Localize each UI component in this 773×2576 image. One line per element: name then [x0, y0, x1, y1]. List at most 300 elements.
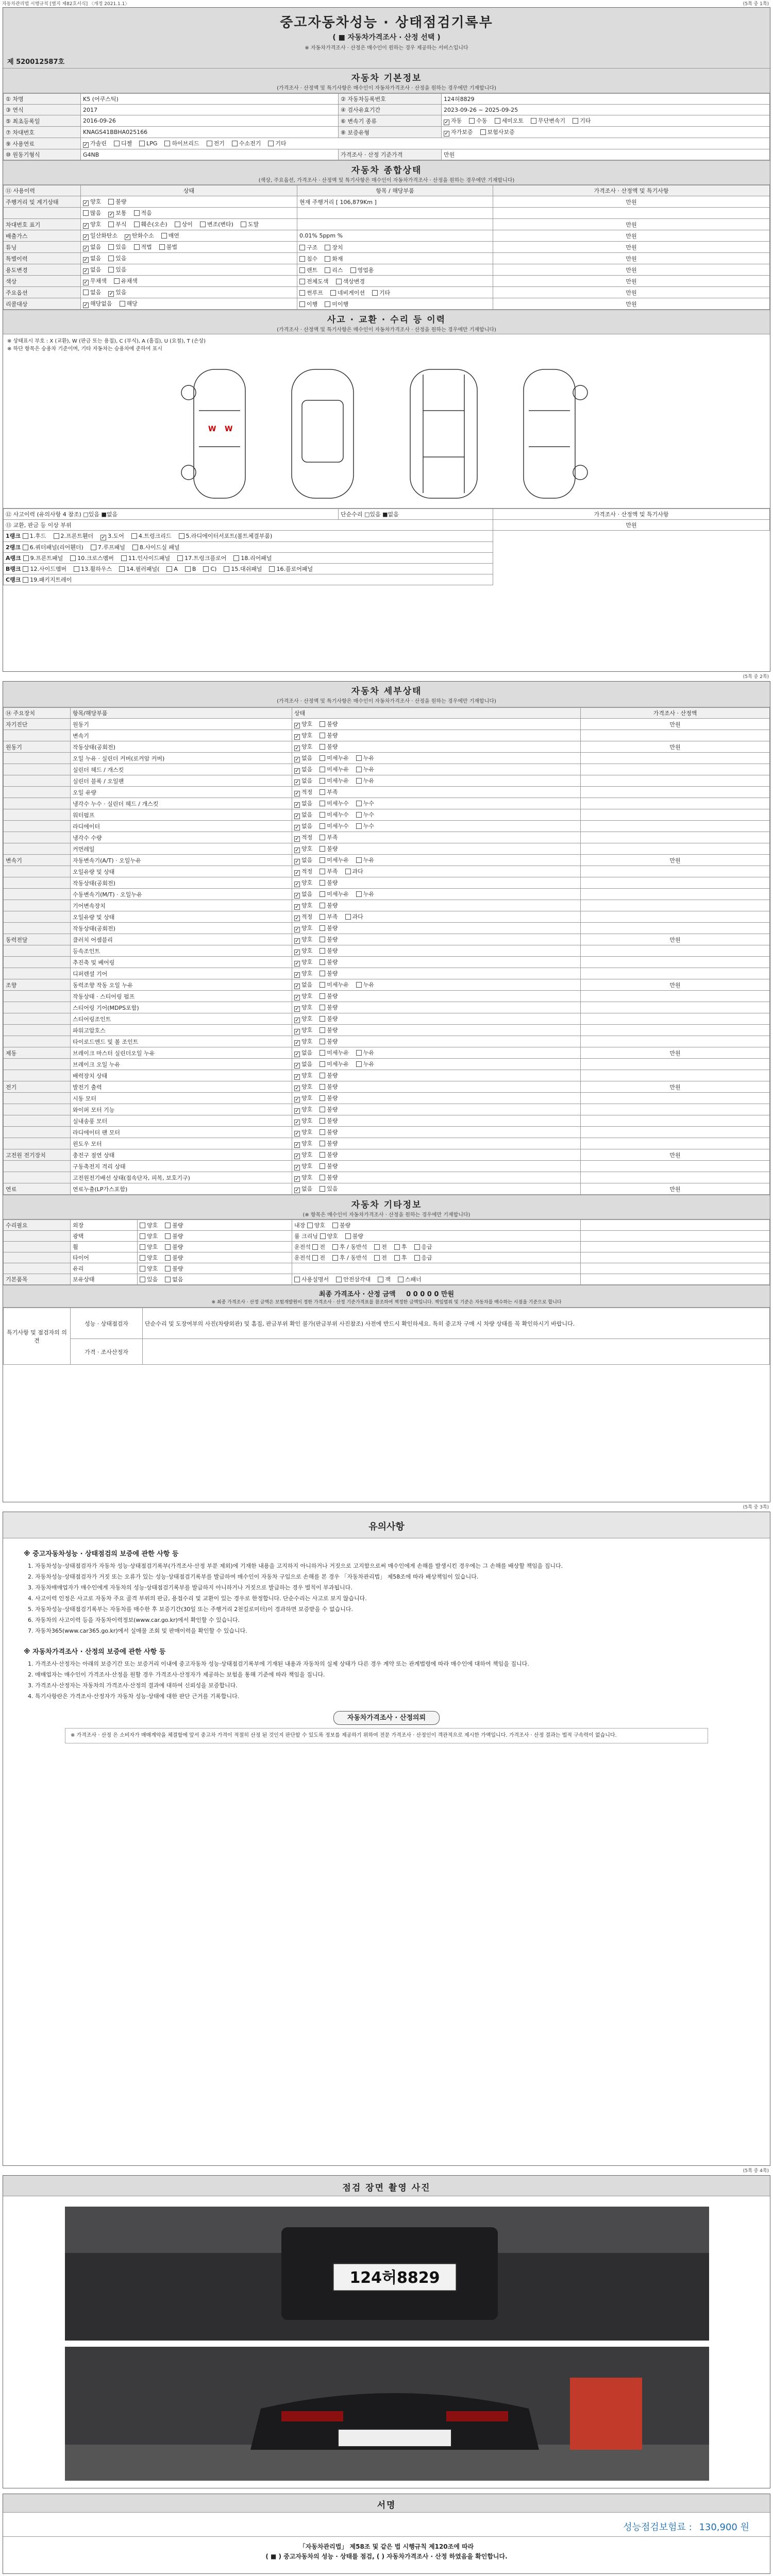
check-option[interactable]	[299, 244, 317, 251]
check-option[interactable]	[132, 544, 180, 551]
check-option[interactable]	[495, 117, 524, 124]
checkbox-icon	[336, 279, 342, 284]
check-option[interactable]	[294, 970, 312, 977]
check-option[interactable]	[320, 1061, 349, 1067]
detail-state	[292, 1149, 581, 1161]
document-title: 중고자동차성능 · 상태점검기록부	[280, 15, 493, 30]
check-option[interactable]	[320, 902, 338, 909]
check-option-label: 양호	[147, 1244, 158, 1250]
check-option[interactable]	[140, 1276, 158, 1283]
checkbox-icon	[294, 1040, 300, 1046]
check-option[interactable]	[414, 1244, 432, 1250]
summary-item: 주요옵션	[4, 287, 81, 298]
check-option[interactable]	[356, 777, 374, 784]
check-option[interactable]	[320, 936, 338, 943]
check-option[interactable]	[121, 555, 170, 562]
check-option[interactable]	[378, 1276, 391, 1283]
checkbox-icon	[224, 566, 229, 572]
check-option[interactable]	[294, 993, 312, 999]
check-option-label: 부식	[115, 221, 127, 228]
check-option[interactable]	[320, 913, 338, 920]
checkbox-icon	[320, 767, 325, 772]
car-diagram	[3, 354, 770, 509]
check-option[interactable]	[203, 566, 216, 572]
check-option-label: 과다	[352, 868, 363, 875]
check-option[interactable]	[414, 1255, 432, 1261]
check-option[interactable]	[356, 857, 374, 863]
check-option[interactable]	[164, 140, 199, 147]
check-option[interactable]	[83, 300, 112, 307]
check-option-label: 누수	[363, 823, 375, 829]
check-option-label: 양호	[301, 1151, 313, 1158]
check-option[interactable]	[294, 1027, 312, 1033]
check-option[interactable]	[294, 981, 312, 988]
check-option[interactable]	[325, 256, 343, 262]
check-option-label: 미세누수	[327, 811, 349, 818]
check-option[interactable]	[108, 255, 126, 262]
check-option[interactable]	[299, 267, 317, 274]
check-option[interactable]	[320, 1117, 338, 1124]
detail-system	[4, 945, 71, 957]
check-option-label: 불량	[352, 1233, 364, 1240]
check-option[interactable]	[320, 743, 338, 750]
check-option[interactable]	[394, 1244, 407, 1250]
summary-detail	[297, 219, 493, 230]
check-option[interactable]	[294, 1095, 312, 1101]
check-option[interactable]	[480, 129, 515, 135]
check-option[interactable]	[573, 117, 591, 124]
check-option-label: 미세누유	[327, 1049, 349, 1056]
check-option[interactable]	[294, 777, 312, 784]
check-option[interactable]	[336, 278, 365, 285]
check-option[interactable]	[140, 1265, 158, 1272]
checkbox-icon	[320, 982, 325, 988]
check-option[interactable]	[320, 1038, 338, 1045]
page-header-1	[0, 0, 773, 6]
accident-rank-cell	[4, 564, 493, 574]
check-option-label: 양호	[301, 993, 313, 999]
check-option[interactable]	[299, 290, 323, 296]
check-option[interactable]	[332, 1255, 367, 1261]
check-option[interactable]	[320, 1185, 338, 1192]
check-option[interactable]	[325, 301, 348, 308]
check-option[interactable]	[320, 1015, 338, 1022]
check-option[interactable]	[140, 1233, 158, 1240]
check-option[interactable]	[294, 1015, 312, 1022]
basic-label: ① 차명	[4, 94, 81, 105]
check-option[interactable]	[83, 221, 101, 228]
check-option[interactable]	[356, 1049, 374, 1056]
check-option[interactable]	[185, 566, 196, 572]
summary-price: 만원	[493, 264, 770, 276]
check-option[interactable]	[320, 1151, 338, 1158]
check-option[interactable]	[232, 140, 261, 147]
check-option[interactable]	[320, 777, 349, 784]
check-option[interactable]	[294, 902, 312, 909]
other-item: 휠	[71, 1242, 138, 1252]
check-option[interactable]	[294, 925, 312, 931]
check-option[interactable]	[320, 993, 338, 999]
check-option[interactable]	[299, 301, 317, 308]
detail-price	[581, 764, 770, 775]
check-option[interactable]	[356, 755, 374, 761]
check-option[interactable]	[294, 1004, 312, 1011]
check-option[interactable]	[83, 278, 107, 284]
check-option[interactable]	[345, 1233, 363, 1240]
check-option[interactable]	[320, 857, 349, 863]
check-option[interactable]	[320, 823, 349, 829]
check-option[interactable]	[294, 845, 312, 852]
check-option[interactable]	[320, 766, 349, 773]
basic-label: ⑧ 보증유형	[339, 127, 442, 138]
check-option[interactable]	[294, 1072, 312, 1079]
check-option-label: 불량	[327, 1106, 338, 1113]
checkbox-icon	[299, 279, 305, 284]
check-option[interactable]	[294, 1151, 312, 1158]
special-table	[3, 1308, 770, 1365]
check-option[interactable]	[320, 789, 338, 795]
check-option[interactable]	[294, 1163, 312, 1170]
check-option-label: 해당	[126, 300, 138, 307]
check-option[interactable]	[165, 1233, 183, 1240]
checkbox-icon	[159, 244, 165, 250]
check-option[interactable]	[114, 140, 132, 147]
checkbox-icon	[185, 566, 191, 572]
check-option[interactable]	[320, 834, 338, 841]
check-option[interactable]	[307, 1222, 325, 1229]
check-option[interactable]	[83, 232, 117, 239]
page-header-3	[0, 1503, 773, 1510]
detail-price	[581, 889, 770, 900]
checkbox-icon	[356, 982, 362, 988]
check-option[interactable]	[23, 533, 46, 539]
detail-part: 디퍼렌셜 기어	[71, 968, 292, 979]
detail-price	[581, 832, 770, 843]
check-option-label: 없음	[301, 811, 313, 818]
check-option[interactable]	[320, 925, 338, 931]
check-option[interactable]	[119, 566, 159, 572]
check-option[interactable]	[320, 1095, 338, 1101]
check-option[interactable]	[179, 533, 273, 539]
check-option[interactable]	[299, 256, 317, 262]
check-option[interactable]	[83, 289, 101, 296]
check-option[interactable]	[320, 1174, 338, 1181]
check-option-label: 영업용	[357, 266, 374, 274]
check-option[interactable]	[320, 1049, 349, 1056]
checkbox-icon	[83, 234, 89, 240]
check-option[interactable]	[320, 1163, 338, 1170]
check-option[interactable]	[469, 117, 487, 124]
check-option[interactable]	[108, 289, 126, 296]
check-option[interactable]	[114, 278, 138, 284]
check-option[interactable]	[325, 267, 343, 274]
check-option[interactable]	[372, 290, 390, 296]
check-option[interactable]	[356, 981, 374, 988]
check-option[interactable]	[23, 544, 83, 551]
check-option[interactable]	[294, 857, 312, 863]
check-option[interactable]	[175, 221, 193, 228]
detail-system	[4, 866, 71, 877]
check-option[interactable]	[294, 1129, 312, 1136]
check-option[interactable]	[207, 140, 225, 147]
check-option[interactable]	[294, 1038, 312, 1045]
check-option[interactable]	[294, 823, 312, 829]
summary-table	[3, 185, 770, 310]
check-option[interactable]	[131, 533, 172, 539]
check-option[interactable]	[294, 834, 312, 841]
check-option[interactable]	[139, 140, 157, 147]
check-option[interactable]	[345, 913, 363, 920]
check-option[interactable]	[159, 244, 177, 250]
check-option[interactable]	[140, 1244, 158, 1250]
basic-value: 2017	[81, 105, 339, 115]
check-option[interactable]	[320, 1106, 338, 1113]
check-option[interactable]	[140, 1255, 158, 1261]
check-option[interactable]	[320, 981, 349, 988]
check-option[interactable]	[294, 721, 312, 727]
accident-legend-line-2: ※ 하단 항목은 승용차 기준이며, 기타 자동차는 승용차에 준하여 표시	[7, 346, 162, 352]
check-option[interactable]	[312, 1255, 325, 1261]
check-option[interactable]	[70, 555, 114, 562]
check-option[interactable]	[374, 1244, 387, 1250]
check-option[interactable]	[320, 1140, 338, 1147]
checkbox-icon	[165, 1223, 171, 1228]
checkbox-icon	[320, 993, 325, 999]
check-option[interactable]	[108, 198, 126, 205]
check-option[interactable]	[294, 1061, 312, 1067]
check-option[interactable]	[294, 789, 312, 795]
check-option[interactable]	[320, 845, 338, 852]
notice-item: 4. 사고이력 인정은 사고로 자동차 주요 골격 부위의 판금, 용접수리 및 교환이 있는 경우로 한정합니다. 단순수리는 사고로 보지 않습니다.	[28, 1595, 367, 1602]
check-option[interactable]	[294, 891, 312, 897]
accident-rank-row	[4, 531, 770, 542]
check-option[interactable]	[356, 891, 374, 897]
check-option[interactable]	[294, 868, 312, 875]
check-option[interactable]	[312, 1244, 325, 1250]
check-option-label: 불량	[327, 1004, 338, 1011]
check-option[interactable]	[269, 566, 313, 572]
check-option[interactable]	[268, 140, 286, 147]
check-option[interactable]	[398, 1276, 422, 1283]
detail-part: 작동상태 · 스티어링 펌프	[71, 991, 292, 1002]
check-option-label: 변조(변타)	[207, 221, 233, 228]
detail-system	[4, 764, 71, 775]
check-option[interactable]	[166, 566, 178, 572]
check-option[interactable]	[125, 232, 154, 239]
summary-price: 만원	[493, 196, 770, 208]
checkbox-icon	[294, 779, 300, 785]
check-option[interactable]	[83, 140, 107, 147]
check-option[interactable]	[299, 278, 329, 285]
check-option[interactable]	[83, 266, 101, 273]
check-option[interactable]	[332, 1222, 350, 1229]
check-option[interactable]	[294, 755, 312, 761]
check-option-label: 스패너	[405, 1276, 422, 1283]
check-option[interactable]	[294, 1174, 312, 1181]
check-option[interactable]	[320, 947, 338, 954]
check-option[interactable]	[100, 533, 124, 539]
check-option[interactable]	[336, 1276, 371, 1283]
detail-part: 충전구 절연 상태	[71, 1149, 292, 1161]
check-option[interactable]	[294, 936, 312, 943]
check-option-label: 부족	[327, 789, 338, 795]
accident-rank-label: 1랭크	[6, 533, 23, 539]
checkbox-icon	[294, 1188, 300, 1193]
check-option[interactable]	[356, 811, 374, 818]
detail-row	[4, 1127, 770, 1138]
check-option[interactable]	[108, 210, 126, 216]
check-option-label: 없음	[301, 1049, 313, 1056]
check-option[interactable]	[83, 255, 101, 262]
check-option[interactable]	[394, 1255, 407, 1261]
check-option[interactable]	[320, 1027, 338, 1033]
check-option[interactable]	[54, 533, 94, 539]
check-option[interactable]	[356, 823, 374, 829]
check-option[interactable]	[165, 1244, 183, 1250]
check-option[interactable]	[140, 1222, 158, 1229]
check-option[interactable]	[320, 1129, 338, 1136]
check-option-label: 기타	[275, 140, 287, 147]
check-option[interactable]	[74, 566, 112, 572]
check-option[interactable]	[294, 800, 312, 807]
check-option-label: 양호	[301, 1027, 313, 1033]
check-option[interactable]	[325, 244, 343, 251]
check-option[interactable]	[294, 1049, 312, 1056]
detail-price	[581, 1104, 770, 1115]
check-option[interactable]	[320, 732, 338, 739]
check-option[interactable]	[320, 800, 349, 807]
check-option[interactable]	[165, 1276, 183, 1283]
accident-history-table	[3, 509, 770, 585]
checkbox-icon	[294, 836, 300, 842]
check-option[interactable]	[294, 1117, 312, 1124]
check-option[interactable]	[23, 555, 63, 562]
check-option[interactable]	[444, 117, 462, 124]
check-option[interactable]	[224, 566, 262, 572]
check-option[interactable]	[23, 577, 72, 583]
check-option-label: 16.플로어패널	[276, 566, 313, 572]
check-option[interactable]	[120, 300, 138, 307]
checkbox-icon	[332, 1223, 338, 1228]
check-option[interactable]	[165, 1222, 183, 1229]
check-option[interactable]	[134, 221, 167, 228]
check-option[interactable]	[294, 959, 312, 965]
check-option[interactable]	[320, 1083, 338, 1090]
other-row	[4, 1252, 770, 1263]
check-option[interactable]	[294, 743, 312, 750]
check-option[interactable]	[330, 290, 365, 296]
check-option[interactable]	[161, 232, 179, 239]
check-option[interactable]	[83, 210, 101, 216]
check-option-label: 누수	[363, 800, 375, 807]
notice-item: 6. 자동차의 사고이력 등을 자동차이력정보(www.car.go.kr)에서 확인할 수 있습니다.	[28, 1617, 240, 1623]
check-option[interactable]	[320, 721, 338, 727]
check-option-label: 양호	[301, 721, 313, 727]
check-option[interactable]	[320, 1072, 338, 1079]
check-option[interactable]	[320, 755, 349, 761]
check-option[interactable]	[294, 1185, 312, 1192]
check-option[interactable]	[177, 555, 226, 562]
check-option[interactable]	[200, 221, 233, 228]
detail-part: 작동상태(공회전)	[71, 877, 292, 889]
photo-band	[3, 2176, 770, 2196]
check-option-label: 양호	[301, 970, 313, 977]
check-option[interactable]	[294, 1276, 329, 1283]
check-option[interactable]	[294, 1140, 312, 1147]
check-option[interactable]	[83, 198, 101, 205]
detail-price	[581, 1070, 770, 1081]
checkbox-icon	[320, 755, 325, 761]
check-option[interactable]	[294, 1106, 312, 1113]
check-option[interactable]	[320, 1004, 338, 1011]
check-option[interactable]	[294, 879, 312, 886]
check-option[interactable]	[241, 221, 259, 228]
check-option[interactable]	[294, 913, 312, 920]
check-option[interactable]	[320, 868, 338, 875]
detail-state	[292, 832, 581, 843]
check-option[interactable]	[83, 244, 101, 250]
detail-state	[292, 787, 581, 798]
check-option-label: 누유	[363, 891, 375, 897]
check-option[interactable]	[294, 947, 312, 954]
check-option[interactable]	[134, 210, 152, 216]
check-option[interactable]	[108, 221, 126, 228]
checkbox-icon	[320, 971, 325, 976]
check-option[interactable]	[165, 1255, 183, 1261]
check-option[interactable]	[134, 244, 152, 250]
check-option[interactable]	[294, 811, 312, 818]
check-option[interactable]	[320, 811, 349, 818]
detail-head-1: ⑭ 주요장치	[4, 708, 71, 719]
detail-state	[292, 1081, 581, 1093]
accident-rank-cell	[4, 542, 493, 553]
check-option[interactable]	[356, 800, 374, 807]
detail-price: 만원	[581, 1183, 770, 1195]
detail-row	[4, 911, 770, 923]
check-option[interactable]	[345, 868, 363, 875]
check-option[interactable]	[320, 959, 338, 965]
check-option[interactable]	[350, 267, 374, 274]
check-option[interactable]	[91, 544, 125, 551]
check-option[interactable]	[332, 1244, 367, 1250]
check-option[interactable]	[356, 766, 374, 773]
detail-state	[292, 1127, 581, 1138]
check-option[interactable]	[320, 970, 338, 977]
check-option[interactable]	[444, 129, 473, 135]
check-option[interactable]	[374, 1255, 387, 1261]
detail-price	[581, 1093, 770, 1104]
check-option[interactable]	[294, 732, 312, 739]
detail-price	[581, 945, 770, 957]
check-option-label: 매연	[168, 232, 179, 239]
check-option-label: 있음	[327, 1185, 338, 1192]
check-option[interactable]	[320, 879, 338, 886]
check-option[interactable]	[320, 891, 349, 897]
check-option[interactable]	[233, 555, 272, 562]
check-option[interactable]	[23, 566, 66, 572]
check-option[interactable]	[165, 1265, 183, 1272]
check-option[interactable]	[108, 244, 126, 250]
check-option[interactable]	[320, 1233, 338, 1240]
check-option[interactable]	[294, 766, 312, 773]
detail-system: 변속기	[4, 855, 71, 866]
check-option[interactable]	[356, 1061, 374, 1067]
checkbox-icon	[299, 267, 305, 273]
check-option[interactable]	[108, 266, 126, 273]
check-option-label: 색상변경	[343, 278, 365, 285]
check-option[interactable]	[294, 1083, 312, 1090]
check-option[interactable]	[531, 117, 565, 124]
